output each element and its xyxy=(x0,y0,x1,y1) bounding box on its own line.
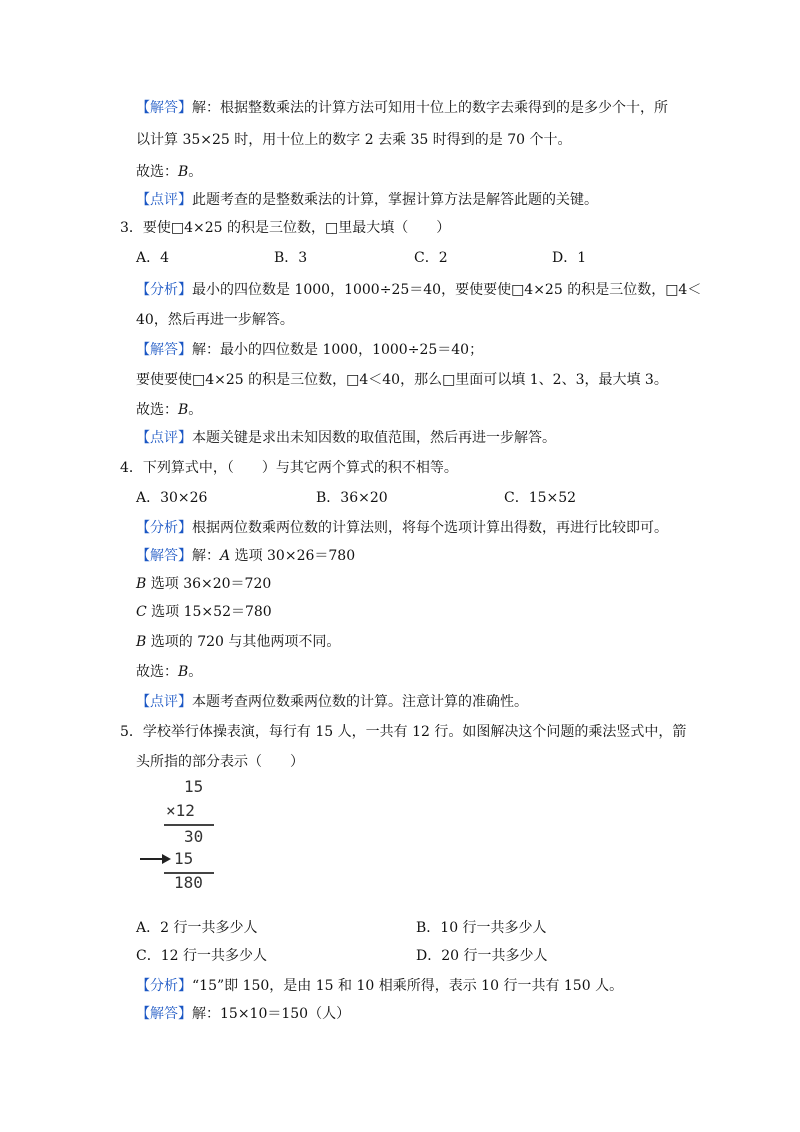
review-tag: 【点评】 xyxy=(136,192,192,208)
q5-answer xyxy=(136,1004,350,1024)
answer-tag: 【解答】 xyxy=(136,1006,192,1022)
q5-option-d: D．20 行一共多少人 xyxy=(416,948,548,964)
q2-review-text: 此题考查的是整数乘法的计算，掌握计算方法是解答此题的关键。 xyxy=(192,192,598,208)
review-tag: 【点评】 xyxy=(136,694,192,710)
choose-prefix: 故选： xyxy=(136,164,178,180)
choose-prefix: 故选： xyxy=(136,402,178,418)
choose-letter: B xyxy=(178,402,189,418)
answer-prefix: 解： xyxy=(192,548,220,564)
q2-choose xyxy=(136,162,202,182)
q4-review-text: 本题考查两位数乘两位数的计算。注意计算的准确性。 xyxy=(192,694,528,710)
q2-review xyxy=(136,190,598,210)
q5-answer-text: 解：15×10＝150（人） xyxy=(192,1006,351,1022)
analysis-tag: 【分析】 xyxy=(136,282,192,298)
choose-suffix: 。 xyxy=(188,402,203,418)
answer-tag: 【解答】 xyxy=(136,100,192,116)
q3-option-c: C．2 xyxy=(414,250,448,266)
q4-option-a: A．30×26 xyxy=(136,490,208,506)
review-tag: 【点评】 xyxy=(136,430,192,446)
q5-stem-line-1: 5．学校举行体操表演，每行有 15 人，一共有 12 行。如图解决这个问题的乘法竖式中，箭 xyxy=(120,724,687,740)
vertical-row-1: 15 xyxy=(184,777,204,796)
q4-answer-line-4 xyxy=(136,632,340,652)
vertical-row-4: 15 xyxy=(174,849,194,868)
q3-option-d: D．1 xyxy=(552,250,587,266)
choose-suffix: 。 xyxy=(188,664,203,680)
choose-letter: B xyxy=(178,164,189,180)
vertical-row-2: ×12 xyxy=(166,801,195,820)
q2-answer-line-1 xyxy=(136,98,668,118)
q2-answer-line-2: 以计算 35×25 时，用十位上的数字 2 去乘 35 时得到的是 70 个十。 xyxy=(136,132,572,148)
q4-analysis-text: 根据两位数乘两位数的计算法则，将每个选项计算出得数，再进行比较即可。 xyxy=(192,520,668,536)
q4-answer-line-2 xyxy=(136,574,271,594)
calc-text: 选项 30×26＝780 xyxy=(230,548,356,564)
arrow-right-icon xyxy=(140,852,172,866)
q3-analysis-line-1 xyxy=(136,280,701,300)
calc-text: 选项的 720 与其他两项不同。 xyxy=(146,634,341,650)
q3-choose xyxy=(136,400,202,420)
q4-stem: 4．下列算式中，（ ）与其它两个算式的积不相等。 xyxy=(120,460,458,476)
q3-stem: 3．要使□4×25 的积是三位数，□里最大填（ ） xyxy=(120,220,451,236)
vertical-row-3: 30 xyxy=(184,827,204,846)
q3-option-b: B．3 xyxy=(274,250,308,266)
q4-answer-line-1 xyxy=(136,546,355,566)
calc-text: 选项 15×52＝780 xyxy=(146,604,272,620)
choose-suffix: 。 xyxy=(188,164,203,180)
calc-text: 选项 36×20＝720 xyxy=(146,576,272,592)
answer-tag: 【解答】 xyxy=(136,342,192,358)
q3-analysis-text: 最小的四位数是 1000，1000÷25＝40，要使要使□4×25 的积是三位数，□4＜ xyxy=(192,282,702,298)
q2-answer-text: 解：根据整数乘法的计算方法可知用十位上的数字去乘得到的是多少个十，所 xyxy=(192,100,668,116)
q5-analysis-text: “15”即 150，是由 15 和 10 相乘所得，表示 10 行一共有 150 人。 xyxy=(192,978,624,994)
q3-option-a: A．4 xyxy=(136,250,170,266)
q5-stem-line-2: 头所指的部分表示（ ） xyxy=(136,754,304,770)
q4-option-b: B．36×20 xyxy=(316,490,388,506)
choose-letter: B xyxy=(178,664,189,680)
q4-answer-line-3 xyxy=(136,602,272,622)
q5-analysis xyxy=(136,976,623,996)
q4-choose xyxy=(136,662,202,682)
q3-analysis-line-2: 40，然后再进一步解答。 xyxy=(136,312,294,328)
q5-option-a: A．2 行一共多少人 xyxy=(136,920,258,936)
option-letter: C xyxy=(136,604,147,620)
q3-answer-line-2: 要使要使□4×25 的积是三位数，□4＜40，那么□里面可以填 1、2、3，最大填 3。 xyxy=(136,372,668,388)
q3-answer-text: 解：最小的四位数是 1000，1000÷25＝40； xyxy=(192,342,484,358)
q4-option-c: C．15×52 xyxy=(504,490,577,506)
q5-option-c: C．12 行一共多少人 xyxy=(136,948,267,964)
q4-analysis xyxy=(136,518,668,538)
analysis-tag: 【分析】 xyxy=(136,978,192,994)
q5-option-b: B．10 行一共多少人 xyxy=(416,920,547,936)
choose-prefix: 故选： xyxy=(136,664,178,680)
option-letter: A xyxy=(220,548,231,564)
q4-review xyxy=(136,692,528,712)
vertical-row-5: 180 xyxy=(174,873,203,892)
option-letter: B xyxy=(136,634,147,650)
q3-review-text: 本题关键是求出未知因数的取值范围，然后再进一步解答。 xyxy=(192,430,556,446)
q3-review xyxy=(136,428,556,448)
answer-tag: 【解答】 xyxy=(136,548,192,564)
option-letter: B xyxy=(136,576,147,592)
q3-answer-line-1 xyxy=(136,340,483,360)
analysis-tag: 【分析】 xyxy=(136,520,192,536)
